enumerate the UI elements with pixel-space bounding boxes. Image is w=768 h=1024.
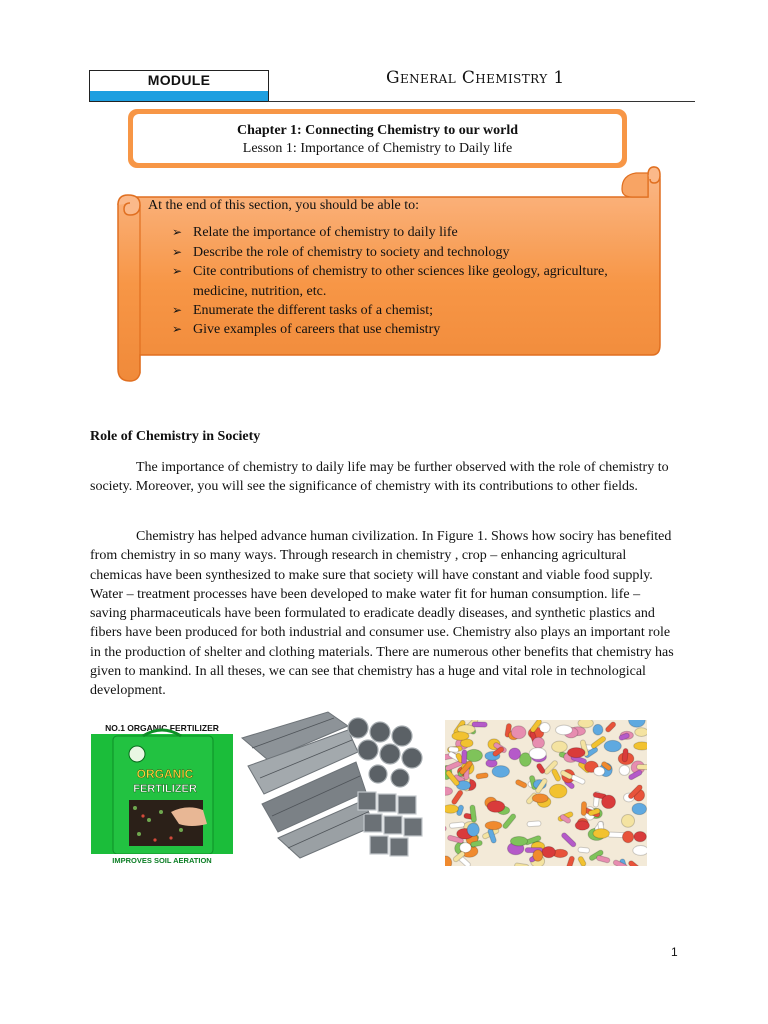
arrow-bullet-icon: ➢ xyxy=(172,225,183,240)
objective-item: ➢ Relate the importance of chemistry to daily life xyxy=(172,223,648,242)
fertilizer-bag-image xyxy=(91,720,233,866)
header-rule xyxy=(268,101,695,102)
objectives xyxy=(148,196,648,340)
arrow-bullet-icon: ➢ xyxy=(172,244,183,259)
chapter-box xyxy=(128,109,627,168)
module-label-bar xyxy=(90,91,268,101)
fertilizer-bag-line-1: ORGANIC xyxy=(136,767,194,781)
arrow-bullet-icon: ➢ xyxy=(172,303,183,318)
fertilizer-bottom-text: IMPROVES SOIL AERATION xyxy=(112,856,212,865)
pills-image xyxy=(445,720,647,866)
objective-item: ➢ Describe the role of chemistry to society and technology xyxy=(172,243,648,262)
arrow-bullet-icon: ➢ xyxy=(172,264,183,279)
objectives-list xyxy=(148,223,648,339)
arrow-bullet-icon: ➢ xyxy=(172,322,183,337)
fertilizer-bag-line-2: FERTILIZER xyxy=(133,783,197,795)
body-paragraph: The importance of chemistry to daily life may be further observed with the role of chemistry to society. Moreover, you will see the significance of chemistry with its contributions to other fields. xyxy=(90,460,669,495)
body-paragraph: Chemistry has helped advance human civilization. In Figure 1. Shows how sociry has benefited from chemistry in so many ways. Through research in chemistry , crop – enhancing agricultural chemicas have been synthesized to make sure that society will have constant and viable food supply. Water – treatment processes have been developed to make water fit for human consumption. life – saving pharmaceuticals have been formulated to eradicate deadly diseases, and synthetic plastics and fibers have been produced for both industrial and consumer use. Chemistry also plays an important role in the production of shelter and clothing materials. There are numerous other benefits that chemistry has given to mankind. In all theses, we can see that chemistry has a huge and vital role in technological development. xyxy=(90,529,674,699)
fertilizer-top-text: NO.1 ORGANIC FERTILIZER xyxy=(105,723,219,733)
lesson-title: Lesson 1: Importance of Chemistry to Daily life xyxy=(242,141,513,156)
section-heading: Role of Chemistry in Society xyxy=(90,429,261,444)
module-label: MODULE xyxy=(147,72,211,88)
chapter-box-inner xyxy=(133,114,622,163)
objective-item: ➢ Give examples of careers that use chemistry xyxy=(172,320,648,339)
page-number: 1 xyxy=(671,945,678,959)
chapter-title: Chapter 1: Connecting Chemistry to our world xyxy=(236,123,519,138)
objectives-intro: At the end of this section, you should be able to: xyxy=(148,198,420,213)
subject-title: General Chemistry 1 xyxy=(386,68,565,88)
steel-materials-image xyxy=(238,708,431,864)
module-label-box xyxy=(89,70,269,102)
objective-item: ➢ Enumerate the different tasks of a chemist; xyxy=(172,301,648,320)
objective-item: ➢ Cite contributions of chemistry to other sciences like geology, agriculture, medicine, nutrition, etc. xyxy=(172,264,608,299)
